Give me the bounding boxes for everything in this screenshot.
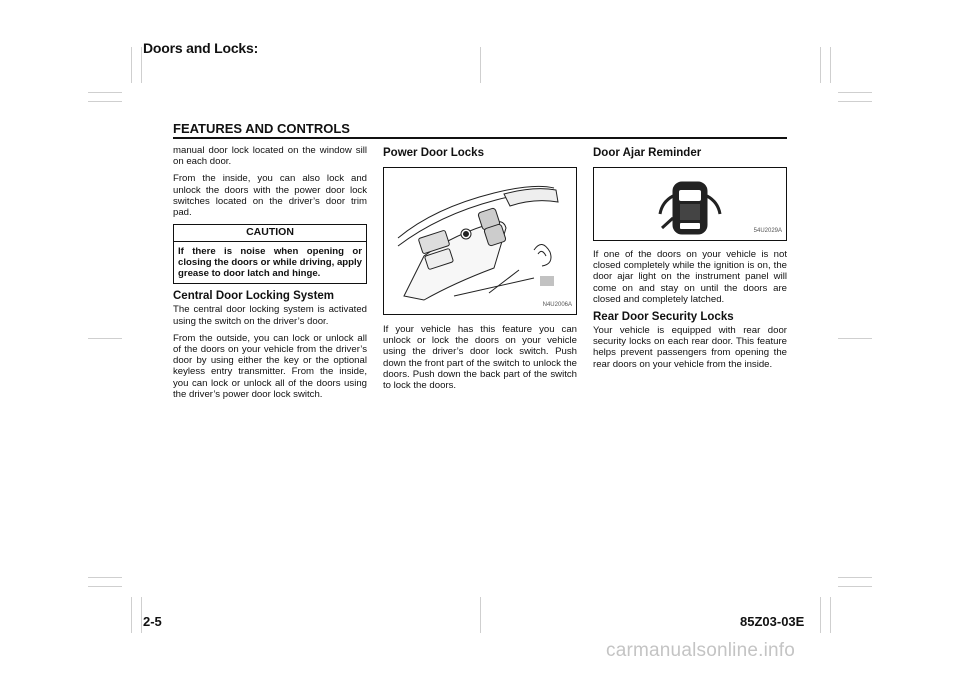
column-middle: [383, 145, 577, 397]
caution-title: CAUTION: [174, 225, 366, 242]
crop-mark: [838, 586, 872, 587]
caution-body: If there is noise when opening or closing the doors or while driving, apply grease to door latch and hinge.: [178, 246, 362, 280]
crop-mark: [131, 47, 132, 83]
crop-mark: [838, 338, 872, 339]
paragraph: manual door lock located on the window sill on each door.: [173, 145, 367, 168]
crop-mark: [141, 597, 142, 633]
crop-mark: [838, 101, 872, 102]
figure-code: N4U2006A: [542, 301, 572, 308]
crop-mark: [88, 338, 122, 339]
paragraph: If one of the doors on your vehicle is not closed completely while the ignition is on, the door ajar light on the instrument panel will come on and stay on until the doors are closed and completely latched.: [593, 249, 787, 305]
section-title: Doors and Locks:: [143, 40, 259, 56]
column-right: [593, 145, 787, 376]
door-ajar-figure: [593, 167, 787, 241]
page-number: 2-5: [143, 614, 162, 629]
crop-mark: [480, 47, 481, 83]
crop-mark: [820, 597, 821, 633]
power-door-locks-heading: Power Door Locks: [383, 147, 484, 159]
crop-mark: [830, 597, 831, 633]
paragraph: Your vehicle is equipped with rear door security locks on each rear door. This feature helps prevent passengers from opening the rear doors on your vehicle from the inside.: [593, 325, 787, 370]
crop-mark: [480, 597, 481, 633]
crop-mark: [830, 47, 831, 83]
door-switch-illustration: [384, 168, 576, 314]
crop-mark: [141, 47, 142, 83]
chapter-title: FEATURES AND CONTROLS: [173, 121, 350, 136]
caution-box: [173, 224, 367, 284]
paragraph: If your vehicle has this feature you can unlock or lock the doors on your vehicle using the driver’s door lock switch. Push down the front part of the switch to unlock the doors. Push down the back part of the switch to lock the doors.: [383, 324, 577, 392]
header-rule: [173, 137, 787, 139]
paragraph: The central door locking system is activated using the switch on the driver’s door.: [173, 304, 367, 327]
figure-code: 54U2029A: [753, 227, 782, 234]
watermark: carmanualsonline.info: [606, 640, 796, 661]
crop-mark: [838, 577, 872, 578]
crop-mark: [131, 597, 132, 633]
crop-mark: [88, 92, 122, 93]
crop-mark: [88, 586, 122, 587]
central-locking-heading: Central Door Locking System: [173, 290, 335, 303]
door-ajar-heading: Door Ajar Reminder: [593, 147, 702, 159]
crop-mark: [88, 101, 122, 102]
crop-mark: [820, 47, 821, 83]
document-code: 85Z03-03E: [740, 614, 805, 629]
power-lock-switch-figure: [383, 167, 577, 315]
column-left: [173, 145, 367, 406]
crop-mark: [88, 577, 122, 578]
rear-door-locks-heading: Rear Door Security Locks: [593, 311, 734, 324]
crop-mark: [838, 92, 872, 93]
paragraph: From the inside, you can also lock and unlock the doors with the power door lock switches located on the driver’s door trim pad.: [173, 173, 367, 219]
paragraph: From the outside, you can lock or unlock all of the doors on your vehicle from the driver’s door by using either the key or the optional keyless entry transmitter. From the inside, you can lock or unlock all of the doors using the driver’s power door lock switch.: [173, 332, 367, 400]
